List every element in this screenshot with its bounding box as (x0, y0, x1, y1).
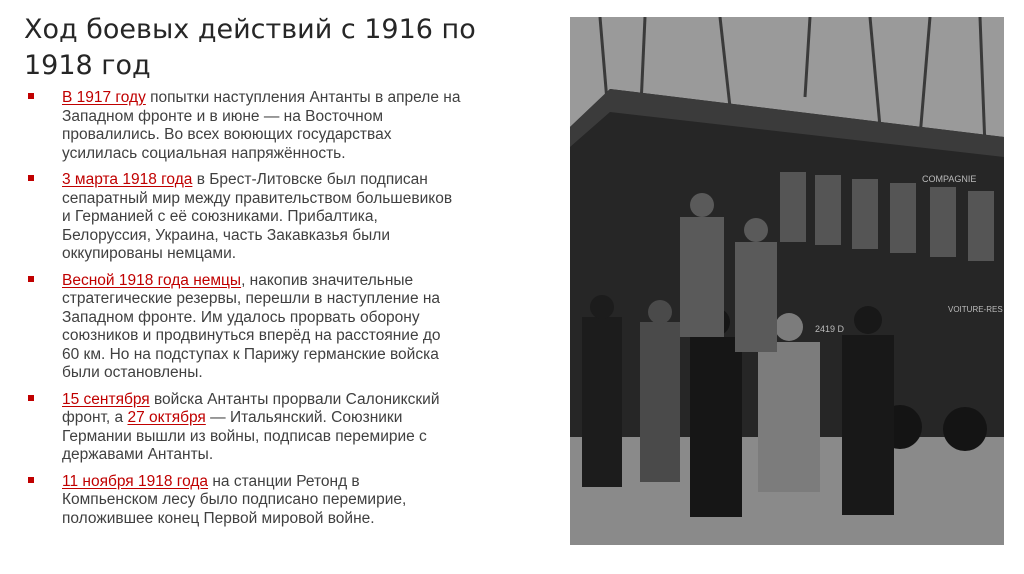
bullet-marker (28, 175, 34, 181)
bullet-text: Германии вышли из войны, подписав перемирие с (62, 427, 427, 445)
bullet-marker (28, 477, 34, 483)
bullet-line (62, 171, 556, 190)
highlight-date: Весной 1918 года немцы (62, 271, 242, 289)
bullet-marker (28, 93, 34, 99)
bullet-line (62, 327, 556, 346)
highlight-date: 3 марта 1918 года (62, 171, 193, 188)
bullet-text: Белоруссия, Украина, часть Закавказья были (62, 226, 390, 244)
bullet-line (62, 391, 556, 410)
bullet-item (24, 89, 556, 163)
bullet-line (62, 190, 556, 209)
bullet-line (62, 473, 556, 492)
bullet-text: на станции Ретонд в (208, 472, 360, 490)
bullet-list (24, 89, 556, 536)
bullet-line (62, 364, 556, 383)
bullet-text: — Итальянский. Союзники (205, 409, 403, 426)
bullet-item (24, 171, 556, 264)
bullet-text: сепаратный мир между правительством большевиков (62, 189, 453, 207)
bullet-text: фронт, а (62, 409, 128, 426)
highlight-date: 15 сентября (62, 390, 150, 408)
title-line-2: 1918 год (24, 50, 151, 81)
bullet-line (62, 428, 556, 447)
title-line-1: Ход боевых действий с 1916 по (24, 14, 476, 45)
bullet-line (62, 510, 556, 529)
bullet-text: оккупированы немцами. (62, 245, 237, 262)
bullet-text: Компьенском лесу было подписано перемирие, (62, 491, 407, 508)
railcar-side-text: VOITURE-RES (948, 305, 1003, 314)
bullet-marker (28, 276, 34, 282)
bullet-line (62, 446, 556, 465)
bullet-text: войска Антанты прорвали Салоникский (149, 390, 440, 408)
railcar-lettering: COMPAGNIE (922, 174, 977, 184)
bullet-item (24, 391, 556, 465)
bullet-marker (28, 395, 34, 401)
bullet-line (62, 126, 556, 145)
railcar-number: 2419 D (815, 324, 845, 334)
bullet-text: положившее конец Первой мировой войне. (62, 509, 375, 527)
historical-photo (570, 17, 1004, 545)
bullet-line (62, 272, 556, 291)
bullet-item (24, 473, 556, 529)
bullet-line (62, 89, 556, 108)
bullet-line (62, 208, 556, 227)
slide-title (24, 12, 544, 84)
bullet-line (62, 346, 556, 365)
bullet-text: 60 км. Но на подступах к Парижу германские войска (62, 345, 439, 363)
bullet-line (62, 145, 556, 164)
highlight-date: В 1917 году (62, 89, 146, 106)
bullet-line (62, 227, 556, 246)
bullet-text: , накопив значительные (241, 271, 414, 289)
bullet-text: провалились. Во всех воюющих государствах (62, 126, 392, 143)
bullet-line (62, 245, 556, 264)
bullet-text: союзников и продвинуться вперёд на расстояние до (62, 327, 441, 344)
bullet-line (62, 309, 556, 328)
highlight-date: 27 октября (127, 409, 206, 426)
bullet-text: были остановлены. (62, 364, 203, 381)
bullet-line (62, 290, 556, 309)
bullet-line (62, 409, 556, 428)
bullet-text: державами Антанты. (62, 446, 214, 463)
bullet-text: в Брест-Литовске был подписан (192, 171, 428, 188)
bullet-text: попытки наступления Антанты в апреле на (145, 89, 461, 106)
bullet-line (62, 108, 556, 127)
bullet-text: Западном фронте. Им удалось прорвать оборону (62, 308, 420, 326)
bullet-item (24, 272, 556, 383)
bullet-line (62, 491, 556, 510)
bullet-text: и Германией с её союзниками. Прибалтика, (62, 208, 378, 225)
bullet-text: стратегические резервы, перешли в наступление на (62, 290, 441, 307)
bullet-text: Западном фронте и в июне — на Восточном (62, 107, 383, 125)
bullet-text: усилилась социальная напряжённость. (62, 144, 346, 162)
armistice-railcar-photo (570, 17, 1004, 545)
highlight-date: 11 ноября 1918 года (62, 472, 209, 490)
